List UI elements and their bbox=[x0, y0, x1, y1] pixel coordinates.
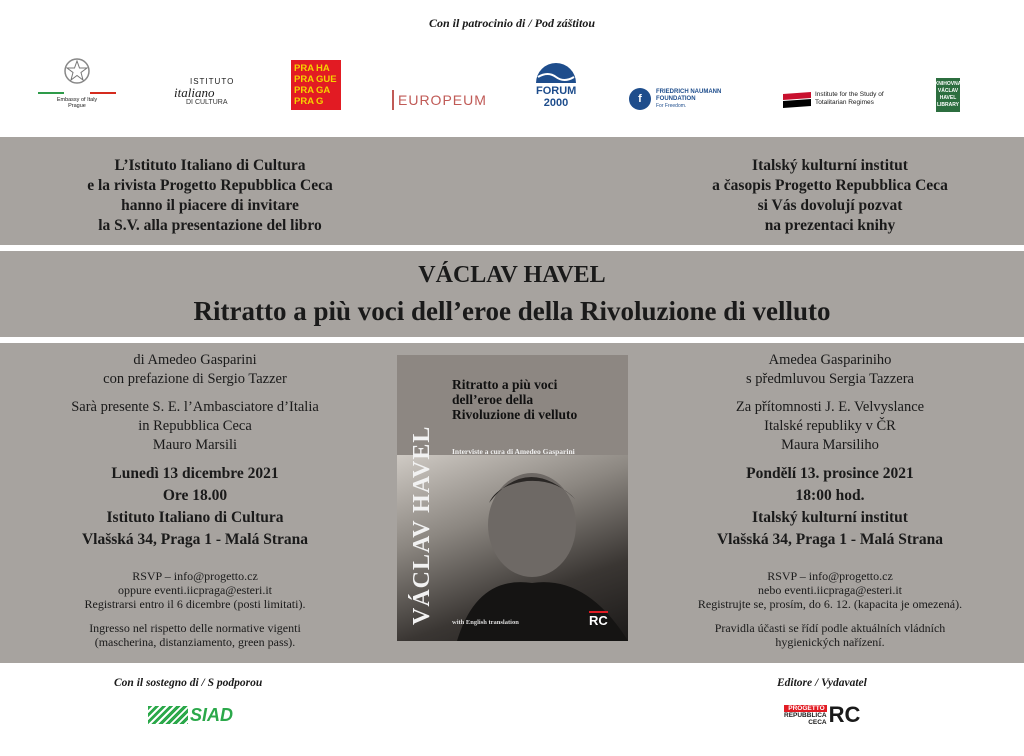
cover-title: Ritratto a più voci dell’eroe della Rivoluzione di velluto bbox=[452, 377, 578, 422]
praha-logo: PRA HA PRA GUE PRA GA PRA G bbox=[291, 60, 341, 110]
invite-czech: Italský kulturní institut a časopis Progetto Repubblica Ceca si Vás dovolují pozvat na prezentaci knihy bbox=[712, 157, 948, 234]
book-subtitle: Ritratto a più voci dell’eroe della Rivoluzione di velluto bbox=[193, 296, 831, 326]
rules-it: Ingresso nel rispetto delle normative vigenti (mascherina, distanziamento, green pass). bbox=[89, 621, 301, 649]
ustr-logo: Institute for the Study of Totalitarian Regimes bbox=[783, 88, 893, 110]
details-italian bbox=[30, 351, 360, 649]
invite-italian: L’Istituto Italiano di Cultura e la rivista Progetto Repubblica Ceca hanno il piacere di invitare la S.V. alla presentazione del libro bbox=[87, 157, 333, 234]
rsvp-cz: RSVP – info@progetto.cz nebo eventi.iicpraga@esteri.it Registrujte se, prosím, do 6. 12. (kapacita je omezená). bbox=[697, 569, 963, 611]
ustr-wave-icon bbox=[783, 90, 811, 108]
embassy-logo bbox=[36, 52, 118, 112]
patronage-heading: Con il patrocinio di / Pod záštitou bbox=[428, 16, 596, 30]
rsvp-it: RSVP – info@progetto.cz oppure eventi.iicpraga@esteri.it Registrarsi entro il 6 dicembre (posti limitati). bbox=[84, 569, 306, 611]
author-cz: Amedea Gaspariniho s předmluvou Sergia Tazzera bbox=[746, 352, 914, 387]
details-czech bbox=[665, 351, 995, 649]
embassy-caption: Embassy of Italy Prague bbox=[56, 96, 98, 109]
emblem-icon bbox=[62, 56, 92, 86]
cover-rc-badge: RC bbox=[589, 613, 608, 628]
cover-interviews: Interviste a cura di Amedeo Gasparini bbox=[452, 447, 575, 456]
progetto-logo: PROGETTO REPUBBLICA CECA RC bbox=[784, 702, 861, 727]
vhl-logo: KNIHOVNA VÁCLAV HAVEL LIBRARY bbox=[936, 78, 960, 112]
flag-bar bbox=[38, 92, 116, 94]
event-info-it: Lunedì 13 dicembre 2021 Ore 18.00 Istituto Italiano di Cultura Vlašská 34, Praga 1 - Malá Strana bbox=[81, 465, 309, 548]
fnf-logo: f FRIEDRICH NAUMANN FOUNDATION For Freedom. bbox=[629, 86, 739, 112]
ambassador-it: Sarà presente S. E. l’Ambasciatore d’Italia in Repubblica Ceca Mauro Marsili bbox=[71, 399, 319, 453]
cover-translation: with English translation bbox=[452, 619, 519, 626]
siad-logo: SIAD bbox=[148, 704, 248, 726]
rules-cz: Pravidla účasti se řídí podle aktuálních vládních hygienických nařízení. bbox=[714, 621, 946, 649]
book-cover bbox=[397, 355, 628, 641]
book-title: VÁCLAV HAVEL bbox=[418, 262, 606, 288]
forum2000-logo: FORUM 2000 bbox=[526, 56, 586, 112]
forum-globe-icon bbox=[532, 59, 580, 85]
ambassador-cz: Za přítomnosti J. E. Velvyslance Italské republiky v ČR Maura Marsiliho bbox=[735, 399, 925, 453]
author-it: di Amedeo Gasparini con prefazione di Sergio Tazzer bbox=[103, 352, 287, 387]
support-label: Con il sostegno di / S podporou bbox=[114, 677, 263, 689]
siad-stripes bbox=[148, 706, 188, 724]
publisher-label: Editore / Vydavatel bbox=[777, 677, 867, 689]
book-spine-title: VÁCLAV HAVEL bbox=[409, 425, 435, 625]
europeum-logo: EUROPEUM bbox=[392, 90, 484, 110]
event-info-cz: Pondělí 13. prosince 2021 18:00 hod. Italský kulturní institut Vlašská 34, Praga 1 - Malá Strana bbox=[716, 465, 944, 548]
iic-logo: ISTITUTO italiano DI CULTURA bbox=[174, 76, 235, 106]
fnf-icon: f bbox=[629, 88, 651, 110]
